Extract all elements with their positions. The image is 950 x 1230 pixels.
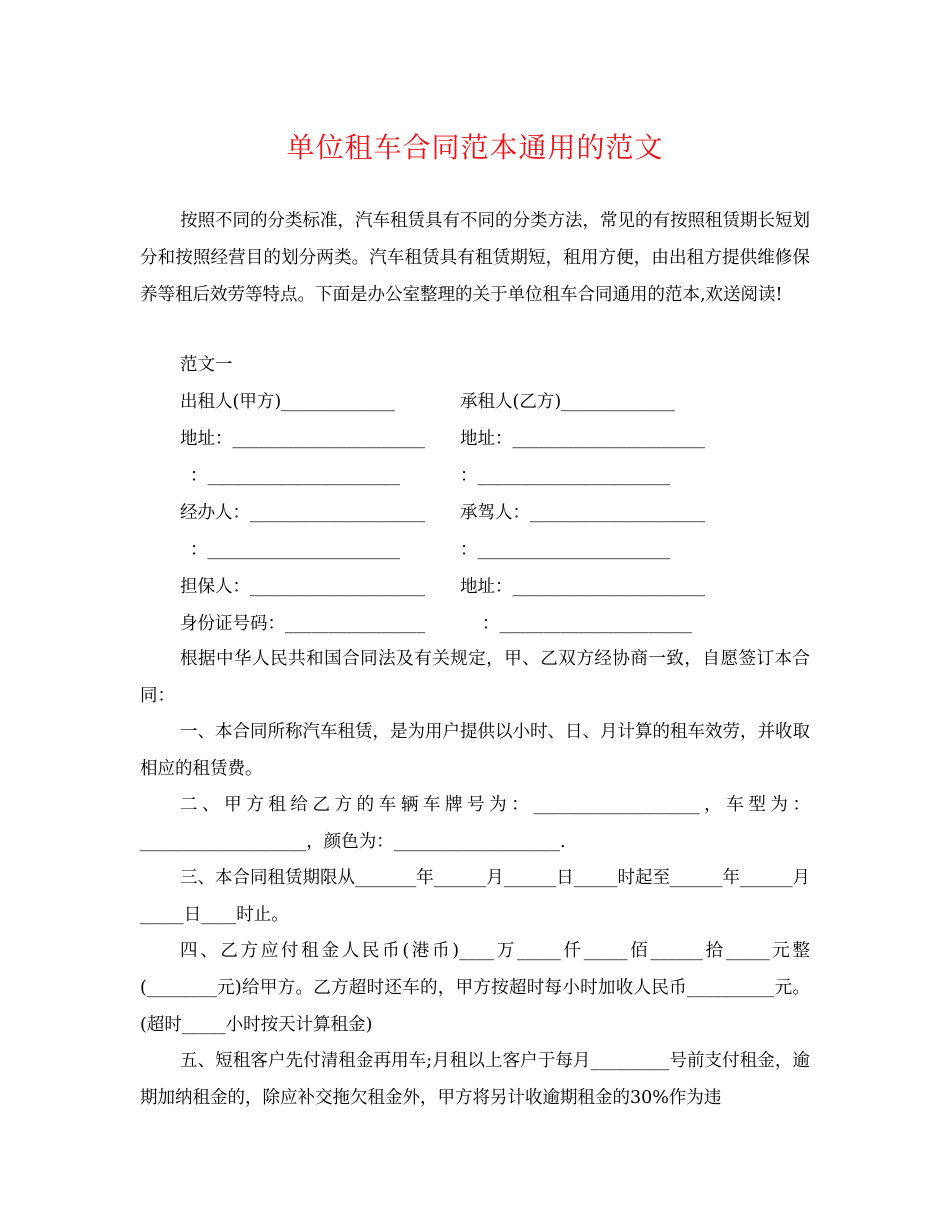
blank-field-right-1: ：______________________ [460, 466, 670, 486]
document-title: 单位租车合同范本通用的范文 [286, 131, 664, 164]
lessor-field: 出租人(甲方)_____________ [180, 392, 395, 412]
guarantor-address-field: 地址：______________________ [460, 577, 705, 597]
field-row-address [180, 424, 705, 454]
preamble-paragraph: 根据中华人民共和国合同法及有关规定，甲、乙双方经协商一致，自愿签订本合同： [140, 649, 810, 706]
blank-field-right-2: ：______________________ [460, 540, 670, 560]
blank-field-left-2: ：______________________ [190, 540, 400, 560]
clause-3: 三、本合同租赁期限从_______年______月______日_____时起至______年______月_____日____时止。 [140, 868, 810, 925]
lessor-address-field: 地址：______________________ [180, 429, 425, 449]
clause-1: 一、本合同所称汽车租赁，是为用户提供以小时、日、月计算的租车效劳，并收取相应的租赁费。 [140, 722, 810, 779]
clause-2: 二、甲方租给乙方的车辆车牌号为：___________________，车型为：___________________，颜色为：___________________. [140, 795, 810, 852]
clause-5: 五、短租客户先付清租金再用车;月租以上客户于每月_________号前支付租金，逾期加纳租金的，除应补交拖欠租金外，甲方将另计收逾期租金的30%作为违 [140, 1051, 810, 1108]
intro-paragraph: 按照不同的分类标准，汽车租赁具有不同的分类方法，常见的有按照租赁期长短划分和按照经营目的划分两类。汽车租赁具有租赁期短，租用方便，由出租方提供维修保养等租后效劳等特点。下面是办公室整理的关于单位租车合同通用的范本,欢送阅读! [140, 211, 810, 305]
field-row-id-number [180, 609, 692, 639]
guarantor-field: 担保人：____________________ [180, 577, 425, 597]
driver-field: 承驾人：____________________ [460, 503, 705, 523]
field-row-blank-2 [190, 535, 670, 565]
agent-field: 经办人：____________________ [180, 503, 425, 523]
field-row-guarantor [180, 572, 705, 602]
id-number-field: 身份证号码：________________ [180, 614, 425, 634]
id-blank-field: ：______________________ [482, 614, 692, 634]
section-heading: 范文一 [180, 355, 233, 375]
field-row-agent-driver [180, 498, 705, 528]
lessee-field: 承租人(乙方)_____________ [460, 392, 675, 412]
lessee-address-field: 地址：______________________ [460, 429, 705, 449]
field-row-lessor-lessee [180, 387, 675, 417]
blank-field-left-1: ：______________________ [190, 466, 400, 486]
field-row-blank-1 [190, 461, 670, 491]
clause-4: 四、乙方应付租金人民币(港币)____万_____仟_____佰______拾_____元整(________元)给甲方。乙方超时还车的，甲方按超时每小时加收人民币__________元。(超时_____小时按天计算租金) [140, 941, 810, 1035]
